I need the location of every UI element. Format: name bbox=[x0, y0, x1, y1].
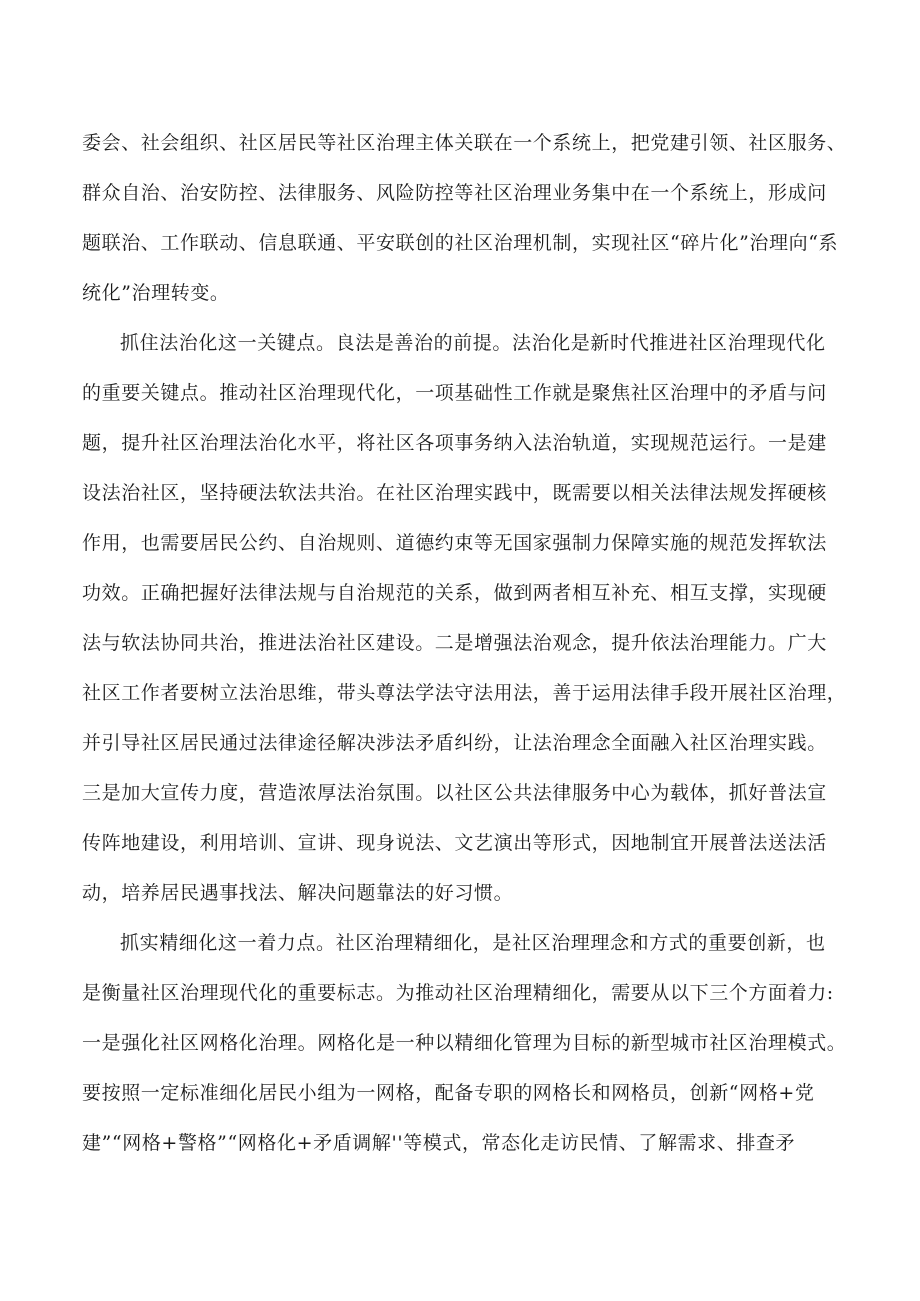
paragraph-3-line-5: 建”“网格+警格”“网格化+矛盾调解''等模式，常态化走访民情、了解需求、排查矛 bbox=[82, 1132, 796, 1154]
paragraph-3-line-1: 抓实精细化这一着力点。社区治理精细化，是社区治理理念和方式的重要创新，也 bbox=[120, 932, 826, 954]
paragraph-1-line-4: 统化”治理转变。 bbox=[82, 282, 230, 304]
paragraph-3-line-2: 是衡量社区治理现代化的重要标志。为推动社区治理精细化，需要从以下三个方面着力: bbox=[82, 982, 834, 1004]
paragraph-2-line-10: 三是加大宣传力度，营造浓厚法治氛围。以社区公共法律服务中心为载体，抓好普法宣 bbox=[82, 782, 827, 804]
paragraph-2-line-6: 功效。正确把握好法律法规与自治规范的关系，做到两者相互补充、相互支撑，实现硬 bbox=[82, 582, 827, 604]
paragraph-2-line-4: 设法治社区，坚持硬法软法共治。在社区治理实践中，既需要以相关法律法规发挥硬核 bbox=[82, 482, 827, 504]
paragraph-2-line-9: 并引导社区居民通过法律途径解决涉法矛盾纠纷，让法治理念全面融入社区治理实践。 bbox=[82, 732, 827, 754]
paragraph-2-line-2: 的重要关键点。推动社区治理现代化，一项基础性工作就是聚焦社区治理中的矛盾与问 bbox=[82, 382, 827, 404]
paragraph-2-line-8: 社区工作者要树立法治思维，带头尊法学法守法用法，善于运用法律手段开展社区治理， bbox=[82, 682, 847, 704]
paragraph-2-line-1: 抓住法治化这一关键点。良法是善治的前提。法治化是新时代推进社区治理现代化 bbox=[120, 332, 826, 354]
paragraph-3-line-3: 一是强化社区网格化治理。网格化是一种以精细化管理为目标的新型城市社区治理模式。 bbox=[82, 1032, 847, 1054]
paragraph-2-line-5: 作用，也需要居民公约、自治规则、道德约束等无国家强制力保障实施的规范发挥软法 bbox=[82, 532, 827, 554]
paragraph-2-line-3: 题，提升社区治理法治化水平，将社区各项事务纳入法治轨道，实现规范运行。一是建 bbox=[82, 432, 827, 454]
paragraph-3-line-4: 要按照一定标准细化居民小组为一网格，配备专职的网格长和网格员，创新“网格+党 bbox=[82, 1082, 815, 1104]
paragraph-2-line-11: 传阵地建设，利用培训、宣讲、现身说法、文艺演出等形式，因地制宜开展普法送法活 bbox=[82, 832, 827, 854]
paragraph-1-line-1: 委会、社会组织、社区居民等社区治理主体关联在一个系统上，把党建引领、社区服务、 bbox=[82, 132, 847, 154]
paragraph-2-line-7: 法与软法协同共治，推进法治社区建设。二是增强法治观念，提升依法治理能力。广大 bbox=[82, 632, 827, 654]
paragraph-2-line-12: 动，培养居民遇事找法、解决问题靠法的好习惯。 bbox=[82, 882, 514, 904]
paragraph-1-line-2: 群众自治、治安防控、法律服务、风险防控等社区治理业务集中在一个系统上，形成问 bbox=[82, 182, 827, 204]
paragraph-1-line-3: 题联治、工作联动、信息联通、平安联创的社区治理机制，实现社区“碎片化”治理向“系 bbox=[82, 232, 839, 254]
